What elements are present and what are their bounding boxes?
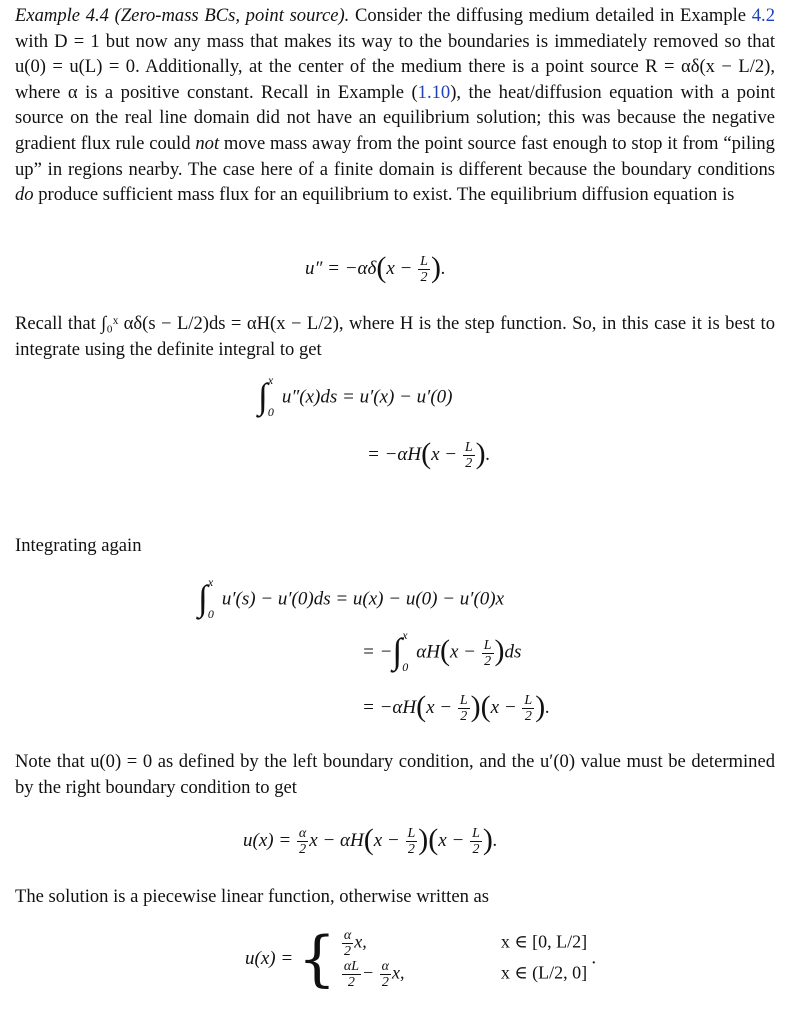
example-ref-link[interactable]: 4.2 — [751, 5, 775, 26]
fraction: $\frac{L}{2}$ — [420, 254, 428, 285]
example-text-e: produce sufficient mass flux for an equilibrium to exist. The equilibrium diffusion equation is — [38, 184, 735, 206]
equation-1: u″ = −αδ(x − $\frac{L}{2}$ ). — [305, 250, 446, 285]
equation-3-line2: = −∫ x 0 αH(x − $\frac{L}{2}$ )ds — [362, 628, 522, 674]
example-text-b: with D = 1 but now any mass that makes its way to the boundaries is immediately removed so that u(0) = u(L) = 0. Additionally, at the center of the medium there is a point source R = αδ(x − L/2), where α is a positive constant. Recall in Example — [15, 30, 775, 103]
emphasis-do: do — [15, 184, 34, 206]
paragraph-3: Integrating again — [15, 535, 142, 556]
example-text-c: , the heat/diffusion equation with a point source on the real line domain did not have an equilibrium solution; this was because the negative gradient flux rule could — [15, 81, 775, 154]
equation-4: u(x) = $\frac{\alpha}{2}$ x − αH(x − $\frac{L}{2}$ )(x − $\frac{L}{2}$ ). — [243, 822, 498, 857]
cases: $\frac{\alpha}{2}$ x, x ∈ [0, L/2] $\frac{\alpha L}{2}$ − $\frac{\alpha}{2}$ x, x ∈ (L/2, 0] — [343, 928, 588, 990]
equation-5: u(x) = { $\frac{\alpha}{2}$ x, x ∈ [0, L/2] $\frac{\alpha L}{2}$ − $\frac{\alpha}{2}$ x, x ∈ (L/2, 0] . — [245, 924, 597, 994]
eq-text: u″ = −αδ — [305, 257, 377, 279]
paragraph-4: Note that u(0) = 0 as defined by the left boundary condition, and the u′(0) value must be determined by the right boundary condition to get — [15, 751, 775, 798]
paragraph-5: The solution is a piecewise linear function, otherwise written as — [15, 886, 490, 907]
equation-3: ∫ x 0 u′(s) − u′(0)ds = u(x) − u(0) − u′(0)x — [198, 575, 505, 621]
example-ref-link[interactable]: 1.10 — [417, 81, 451, 103]
emphasis-not: not — [195, 132, 220, 154]
equation-2-line2: = −αH(x − $\frac{L}{2}$ ). — [367, 436, 491, 471]
example-text-d: move mass away from the point source fast enough to stop it from “piling up” in regions nearby. The case here of a finite domain is different because the boundary conditions — [15, 132, 775, 180]
equation-2: ∫ x 0 u″(x)ds = u′(x) − u′(0) — [258, 373, 453, 419]
paragraph-2: Recall that ∫₀ˣ αδ(s − L/2)ds = αH(x − L/2), where H is the step function. So, in this case it is best to integrate using the definite integral to get — [15, 313, 775, 360]
example-text-a: Consider the diffusing medium detailed in Example — [354, 5, 747, 26]
eq-text: u″(x)ds = u′(x) − u′(0) — [281, 386, 453, 408]
eq-text: u′(s) − u′(0)ds = u(x) − u(0) − u′(0)x — [221, 588, 505, 610]
eq-text: x − — [386, 257, 413, 279]
equation-3-line3: = −αH(x − $\frac{L}{2}$ )(x − $\frac{L}{2}$ ). — [362, 689, 550, 724]
example-heading: Example 4.4 (Zero-mass BCs, point source). — [15, 5, 350, 26]
example-paragraph: Example 4.4 (Zero-mass BCs, point source). Consider the diffusing medium detailed in Example 4.2 with D = 1 but now any mass that makes its way to the boundaries is immediately removed so that u(0) = u(L) = 0. Additionally, at the center of the medium there is a point source R = αδ(x − L/2), where α is a positive constant. Recall in Example (1.10), the heat/diffusion equation with a point source on the real line domain did not have an equilibrium solution; this was because the negative gradient flux rule could not move mass away from the point source fast enough to stop it from “piling up” in regions nearby. The case here of a finite domain is different because the boundary conditions do produce sufficient mass flux for an equilibrium to exist. The equilibrium diffusion equation is — [15, 5, 775, 206]
eq-text: = −αH — [367, 443, 422, 465]
